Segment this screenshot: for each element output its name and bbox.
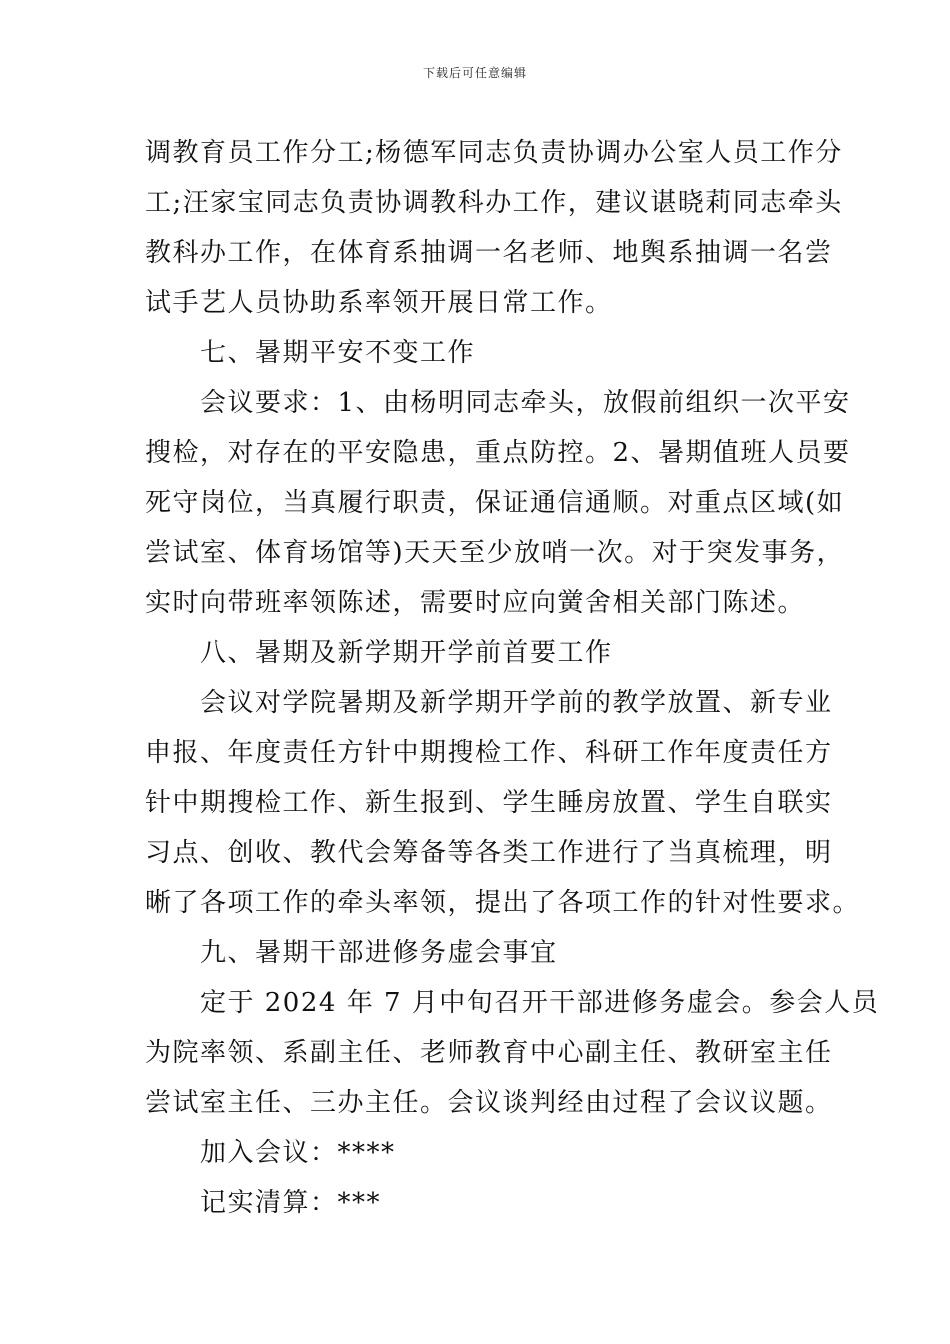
text-line: 试手艺人员协助系率领开展日常工作。 (145, 288, 613, 318)
paragraph-safety-requirements (145, 378, 851, 628)
recorder-line (145, 1178, 805, 1228)
text-line: 尝试室主任、三办主任。会议谈判经由过程了会议议题。 (145, 1088, 833, 1118)
text-line: 工;汪家宝同志负责协调教科办工作，建议谌晓莉同志牵头 (145, 188, 843, 218)
text-line: 尝试室、体育场馆等)天天至少放哨一次。对于突发事务， (145, 538, 845, 568)
paragraph-major-work (145, 678, 861, 928)
text-line: 针中期搜检工作、新生报到、学生睡房放置、学生自联实 (145, 788, 833, 818)
paragraph-seminar (145, 978, 880, 1128)
text-line: 会议对学院暑期及新学期开学前的教学放置、新专业 (145, 688, 833, 718)
paragraph-continued-staffing (145, 128, 843, 328)
text-line: 记实清算：*** (145, 1188, 382, 1218)
text-line: 教科办工作，在体育系抽调一名老师、地舆系抽调一名尝 (145, 238, 833, 268)
text-line: 死守岗位，当真履行职责，保证通信通顺。对重点区域(如 (145, 488, 845, 518)
section-heading-9 (145, 928, 805, 978)
heading-line: 七、暑期平安不变工作 (145, 338, 476, 368)
text-line: 晰了各项工作的牵头率领，提出了各项工作的针对性要求。 (145, 888, 861, 918)
section-heading-7 (145, 328, 805, 378)
heading-line: 九、暑期干部进修务虚会事宜 (145, 938, 558, 968)
text-line: 定于 2024 年 7 月中旬召开干部进修务虚会。参会人员 (145, 988, 880, 1018)
text-line: 为院率领、系副主任、老师教育中心副主任、教研室主任 (145, 1038, 833, 1068)
text-line: 会议要求：1、由杨明同志牵头，放假前组织一次平安 (145, 388, 851, 418)
attendees-line (145, 1128, 805, 1178)
document-body (145, 128, 880, 1228)
text-line: 申报、年度责任方针中期搜检工作、科研工作年度责任方 (145, 738, 833, 768)
text-line: 习点、创收、教代会筹备等各类工作进行了当真梳理，明 (145, 838, 833, 868)
text-line: 搜检，对存在的平安隐患，重点防控。2、暑期值班人员要 (145, 438, 851, 468)
text-line: 调教育员工作分工;杨德军同志负责协调办公室人员工作分 (145, 138, 843, 168)
section-heading-8 (145, 628, 805, 678)
text-line: 实时向带班率领陈述，需要时应向黉舍相关部门陈述。 (145, 588, 806, 618)
header-note: 下载后可任意编辑 (422, 66, 527, 80)
text-line: 加入会议：**** (145, 1138, 396, 1168)
heading-line: 八、暑期及新学期开学前首要工作 (145, 638, 613, 668)
